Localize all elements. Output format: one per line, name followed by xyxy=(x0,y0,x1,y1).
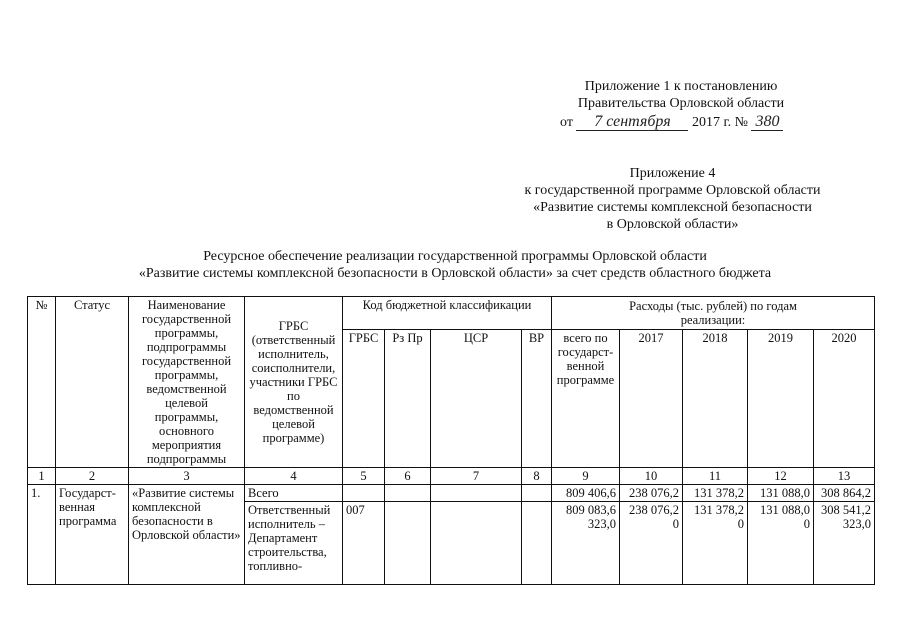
row-rzpr xyxy=(385,485,431,502)
row-2020: 308 864,2 xyxy=(814,485,875,502)
header-num: № xyxy=(28,297,56,468)
row-num: 1. xyxy=(28,485,56,585)
col-number: 10 xyxy=(620,468,683,485)
header-csr: ЦСР xyxy=(431,330,522,468)
appendix1-line1: Приложение 1 к постановлению xyxy=(584,79,778,94)
column-numbers-row xyxy=(28,468,875,485)
row-2020: 308 541,2 323,0 xyxy=(814,502,875,585)
row-vr xyxy=(522,485,552,502)
header-2019: 2019 xyxy=(748,330,814,468)
row-role-total: Всего xyxy=(245,485,343,502)
row-2017: 238 076,2 xyxy=(620,485,683,502)
appendix1-date-line xyxy=(556,113,806,131)
number-handwritten: 380 xyxy=(751,113,783,131)
header-2018: 2018 xyxy=(683,330,748,468)
col-number: 4 xyxy=(245,468,343,485)
appendix4-line2: к государственной программе Орловской области xyxy=(524,183,821,198)
header-2017: 2017 xyxy=(620,330,683,468)
header-budget-code: Код бюджетной классификации xyxy=(343,297,552,330)
row-name: «Развитие системы комплексной безопасности в Орловской области» xyxy=(129,485,245,585)
row-total: 809 406,6 xyxy=(552,485,620,502)
date-year: 2017 г. № xyxy=(691,115,748,130)
document-title xyxy=(60,248,850,282)
date-prefix: от xyxy=(560,115,573,130)
row-csr xyxy=(431,502,522,585)
appendix1-block xyxy=(556,78,806,131)
appendix4-block xyxy=(500,165,845,233)
row-total: 809 083,6 323,0 xyxy=(552,502,620,585)
header-2020: 2020 xyxy=(814,330,875,468)
col-number: 7 xyxy=(431,468,522,485)
resource-table xyxy=(27,296,875,585)
row-2018: 131 378,2 0 xyxy=(683,502,748,585)
col-number: 12 xyxy=(748,468,814,485)
header-grbs: ГРБС xyxy=(343,330,385,468)
title-line2: «Развитие системы комплексной безопасности в Орловской области» за счет средств областного бюджета xyxy=(138,266,772,281)
col-number: 9 xyxy=(552,468,620,485)
col-number: 1 xyxy=(28,468,56,485)
title-line1: Ресурсное обеспечение реализации государственной программы Орловской области xyxy=(203,249,707,264)
header-grbs-role: ГРБС (ответственный исполнитель, соисполнители, участники ГРБС по ведомственной целевой программе) xyxy=(245,297,343,468)
appendix4-line4: в Орловской области» xyxy=(606,217,739,232)
row-csr xyxy=(431,485,522,502)
row-role-responsible: Ответственный исполнитель – Департамент строительства, топливно- xyxy=(245,502,343,585)
col-number: 5 xyxy=(343,468,385,485)
header-status: Статус xyxy=(56,297,129,468)
table-row xyxy=(28,485,875,502)
row-rzpr xyxy=(385,502,431,585)
row-status: Государст-венная программа xyxy=(56,485,129,585)
col-number: 6 xyxy=(385,468,431,485)
row-2018: 131 378,2 xyxy=(683,485,748,502)
header-row-1 xyxy=(28,297,875,330)
appendix1-line2: Правительства Орловской области xyxy=(577,96,785,111)
row-vr xyxy=(522,502,552,585)
header-expenses: Расходы (тыс. рублей) по годам реализации: xyxy=(552,297,875,330)
col-number: 8 xyxy=(522,468,552,485)
row-2019: 131 088,0 xyxy=(748,485,814,502)
col-number: 13 xyxy=(814,468,875,485)
appendix4-line3: «Развитие системы комплексной безопасности xyxy=(533,200,812,215)
appendix4-line1: Приложение 4 xyxy=(629,166,716,181)
row-grbs: 007 xyxy=(343,502,385,585)
header-rzpr: Рз Пр xyxy=(385,330,431,468)
row-grbs xyxy=(343,485,385,502)
row-2019: 131 088,0 0 xyxy=(748,502,814,585)
col-number: 3 xyxy=(129,468,245,485)
col-number: 11 xyxy=(683,468,748,485)
header-vr: ВР xyxy=(522,330,552,468)
col-number: 2 xyxy=(56,468,129,485)
header-name: Наименование государственной программы, подпрограммы государственной программы, ведомственной целевой программы, основного мероприятия подпрограммы xyxy=(129,297,245,468)
date-handwritten: 7 сентября xyxy=(576,113,688,131)
row-2017: 238 076,2 0 xyxy=(620,502,683,585)
header-total: всего по государст-венной программе xyxy=(552,330,620,468)
